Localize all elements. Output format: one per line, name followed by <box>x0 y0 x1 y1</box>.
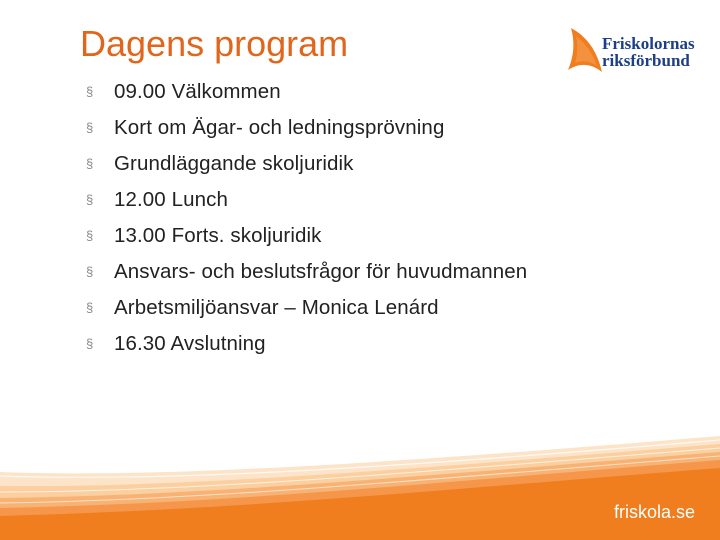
logo-wordmark <box>602 35 695 69</box>
footer-wave-decoration <box>0 430 720 540</box>
agenda-item <box>86 290 527 326</box>
agenda-item-text: Ansvars- och beslutsfrågor för huvudmannen <box>114 260 528 283</box>
agenda-item-text: 13.00 Forts. skoljuridik <box>114 224 322 247</box>
friskolornas-riksforbund-logo <box>564 26 714 78</box>
bullet-marker-icon: § <box>86 264 94 279</box>
bullet-marker-icon: § <box>86 120 94 135</box>
logo-text-line1: Friskolornas <box>602 34 695 53</box>
bullet-marker-icon: § <box>86 228 94 243</box>
agenda-item <box>86 182 527 218</box>
agenda-item <box>86 218 527 254</box>
bullet-marker-icon: § <box>86 192 94 207</box>
agenda-item-text: Grundläggande skoljuridik <box>114 152 354 175</box>
agenda-item-text: 16.30 Avslutning <box>114 332 266 355</box>
agenda-item <box>86 326 527 362</box>
agenda-item <box>86 146 527 182</box>
bullet-marker-icon: § <box>86 156 94 171</box>
agenda-item <box>86 74 527 110</box>
agenda-item-text: 09.00 Välkommen <box>114 80 281 103</box>
logo-text-line2: riksförbund <box>602 51 690 70</box>
slide-title: Dagens program <box>80 23 349 64</box>
bullet-marker-icon: § <box>86 84 94 99</box>
agenda-list <box>86 74 527 362</box>
agenda-item <box>86 254 527 290</box>
footer-website: friskola.se <box>614 502 696 522</box>
agenda-item-text: Arbetsmiljöansvar – Monica Lenárd <box>114 296 439 319</box>
agenda-item-text: Kort om Ägar- och ledningsprövning <box>114 116 445 139</box>
agenda-item-text: 12.00 Lunch <box>114 188 228 211</box>
sail-logo-icon <box>564 26 604 76</box>
bullet-marker-icon: § <box>86 336 94 351</box>
bullet-marker-icon: § <box>86 300 94 315</box>
agenda-item <box>86 110 527 146</box>
